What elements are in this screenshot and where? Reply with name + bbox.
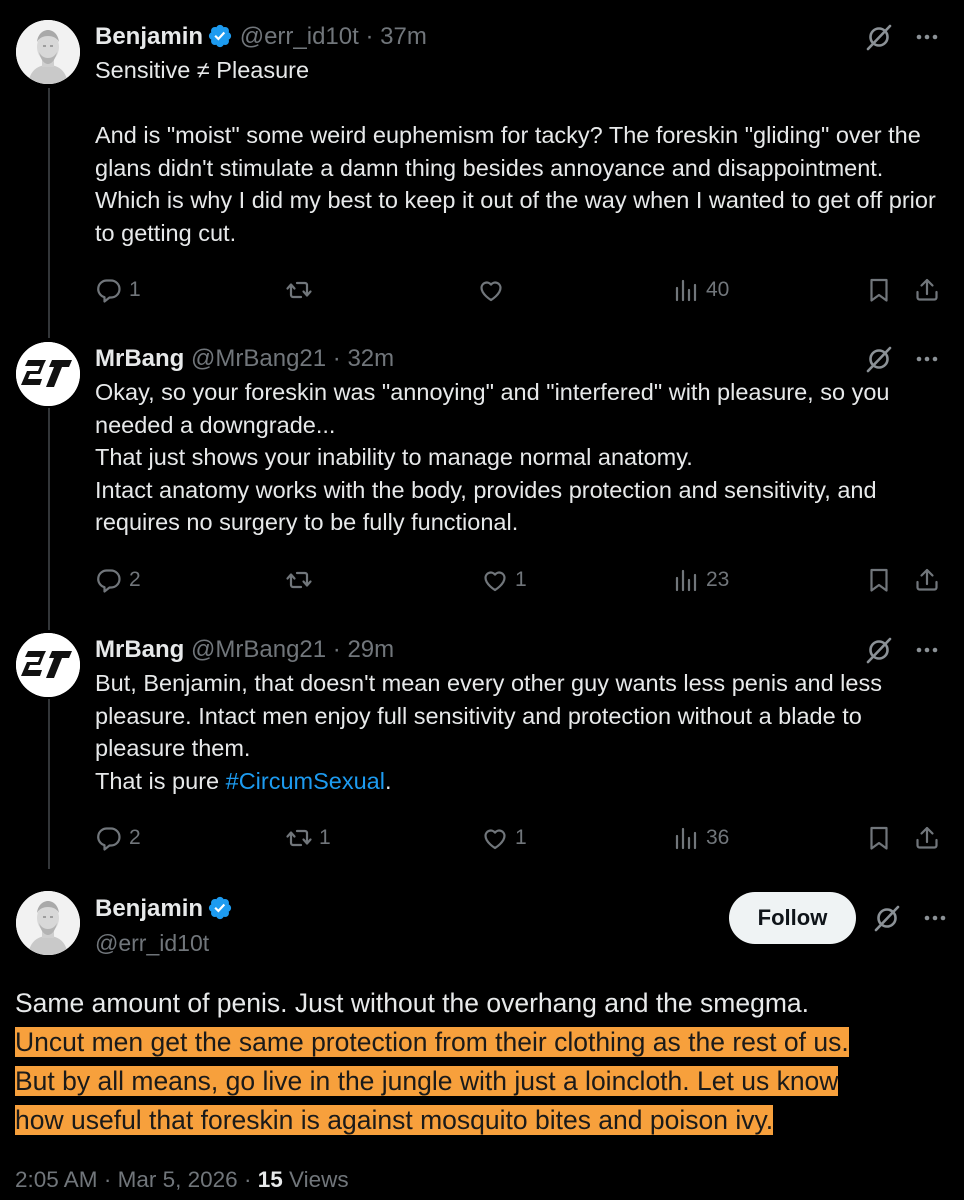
repost-button[interactable] xyxy=(285,272,319,308)
header-icons xyxy=(864,344,942,374)
share-button[interactable] xyxy=(913,562,941,598)
reply-button[interactable] xyxy=(95,820,141,856)
separator: · xyxy=(103,1167,112,1192)
bust-avatar-image xyxy=(16,20,80,84)
reply-icon xyxy=(95,824,123,852)
highlighted-text: But by all means, go live in the jungle with just a loincloth. Let us know xyxy=(15,1066,839,1096)
tweet-text xyxy=(95,667,942,797)
avatar[interactable] xyxy=(16,633,80,697)
view-count: 36 xyxy=(706,826,730,849)
tweet-header xyxy=(95,342,942,376)
views-button[interactable] xyxy=(672,272,729,308)
tweet-metadata xyxy=(15,1167,349,1193)
share-icon xyxy=(913,566,941,594)
view-count: 40 xyxy=(706,278,730,301)
follow-button[interactable]: Follow xyxy=(729,892,856,944)
tweet-line xyxy=(15,1062,950,1101)
tweet-header xyxy=(95,633,942,667)
post-time[interactable]: 2:05 AM xyxy=(15,1167,98,1192)
share-button[interactable] xyxy=(913,820,941,856)
hashtag-link[interactable]: #CircumSexual xyxy=(225,767,385,794)
display-name[interactable]: MrBang xyxy=(95,636,185,663)
grok-icon[interactable] xyxy=(864,344,894,374)
repost-button[interactable] xyxy=(285,562,319,598)
display-name[interactable] xyxy=(95,893,395,925)
bust-avatar-image xyxy=(16,891,80,955)
header-icons xyxy=(864,635,942,665)
more-icon[interactable] xyxy=(912,344,942,374)
tweet-paragraph: Sensitive ≠ Pleasure xyxy=(95,57,310,83)
like-icon xyxy=(481,824,509,852)
avatar[interactable] xyxy=(16,342,80,406)
verified-badge-icon xyxy=(207,23,233,49)
views-icon xyxy=(672,824,700,852)
timestamp[interactable]: 29m xyxy=(347,636,395,663)
separator: · xyxy=(332,345,341,372)
username[interactable]: @err_id10t xyxy=(239,23,359,50)
views-label: Views xyxy=(289,1167,349,1192)
bookmark-button[interactable] xyxy=(865,272,893,308)
highlighted-text: Uncut men get the same protection from their clothing as the rest of us. xyxy=(15,1027,849,1057)
repost-button[interactable] xyxy=(285,820,331,856)
tweet-actions xyxy=(95,820,942,856)
share-icon xyxy=(913,824,941,852)
username[interactable]: @MrBang21 xyxy=(191,345,327,372)
share-button[interactable] xyxy=(913,272,941,308)
reply-button[interactable] xyxy=(95,562,141,598)
grok-icon[interactable] xyxy=(864,635,894,665)
mrbang-21-logo xyxy=(16,633,80,697)
tweet-actions xyxy=(95,562,942,598)
timestamp[interactable]: 32m xyxy=(347,345,395,372)
mrbang-21-logo xyxy=(16,342,80,406)
tweet-text-segment: . xyxy=(384,767,392,794)
views-count: 15 xyxy=(257,1167,283,1192)
view-count: 23 xyxy=(706,568,730,591)
separator: · xyxy=(243,1167,252,1192)
tweet-text xyxy=(95,376,942,539)
reply-count: 1 xyxy=(129,278,141,301)
reply-icon xyxy=(95,276,123,304)
reply-count: 2 xyxy=(129,826,141,849)
display-name[interactable]: MrBang xyxy=(95,345,185,372)
main-tweet-author xyxy=(95,893,395,959)
like-button[interactable] xyxy=(481,562,527,598)
tweet-line xyxy=(95,765,942,798)
repost-icon xyxy=(285,566,313,594)
tweet-paragraph: And is "moist" some weird euphemism for tacky? The foreskin "gliding" over the glans didn't stimulate a damn thing besides annoyance and disappointment. Which is why I did my best to keep it out of the way when I wanted to get off prior to getting cut. xyxy=(95,122,936,246)
more-icon[interactable] xyxy=(912,22,942,52)
like-icon xyxy=(481,566,509,594)
tweet-actions xyxy=(95,272,942,308)
tweet-line xyxy=(15,1023,950,1062)
tweet-text xyxy=(95,54,942,249)
tweet-line: Same amount of penis. Just without the overhang and the smegma. xyxy=(15,988,809,1018)
tweet[interactable] xyxy=(95,20,942,249)
bookmark-button[interactable] xyxy=(865,562,893,598)
tweet-line: But, Benjamin, that doesn't mean every other guy wants less penis and less pleasure. Intact men enjoy full sensitivity and protection without a blade to pleasure them. xyxy=(95,670,882,761)
views-icon xyxy=(672,276,700,304)
more-icon[interactable] xyxy=(912,635,942,665)
reply-icon xyxy=(95,566,123,594)
grok-icon[interactable] xyxy=(864,22,894,52)
header-icons xyxy=(872,903,964,933)
reply-button[interactable] xyxy=(95,272,141,308)
bookmark-icon xyxy=(865,566,893,594)
tweet-header xyxy=(95,20,942,54)
main-tweet-text xyxy=(15,984,950,1140)
more-icon[interactable] xyxy=(920,903,950,933)
grok-icon[interactable] xyxy=(872,903,902,933)
like-count: 1 xyxy=(515,826,527,849)
like-button[interactable] xyxy=(481,820,527,856)
username[interactable]: @err_id10t xyxy=(95,930,210,956)
username[interactable]: @MrBang21 xyxy=(191,636,327,663)
tweet-line: Okay, so your foreskin was "annoying" and "interfered" with pleasure, so you needed a downgrade... xyxy=(95,379,890,438)
repost-count: 1 xyxy=(319,826,331,849)
thread-line xyxy=(48,699,50,869)
views-button[interactable] xyxy=(672,820,729,856)
repost-icon xyxy=(285,276,313,304)
reply-count: 2 xyxy=(129,568,141,591)
repost-icon xyxy=(285,824,313,852)
like-icon xyxy=(477,276,505,304)
tweet[interactable] xyxy=(95,342,942,539)
display-name[interactable]: Benjamin xyxy=(95,23,204,50)
like-count: 1 xyxy=(515,568,527,591)
header-icons xyxy=(864,22,942,52)
views-button[interactable] xyxy=(672,562,729,598)
tweet-line: Intact anatomy works with the body, provides protection and sensitivity, and requires no surgery to be fully functional. xyxy=(95,476,877,535)
bookmark-icon xyxy=(865,276,893,304)
bookmark-button[interactable] xyxy=(865,820,893,856)
separator: · xyxy=(365,23,374,50)
thread-line xyxy=(48,88,50,338)
bookmark-icon xyxy=(865,824,893,852)
tweet[interactable] xyxy=(95,633,942,797)
views-icon xyxy=(672,566,700,594)
tweet-text-segment: That is pure xyxy=(95,767,226,794)
post-date[interactable]: Mar 5, 2026 xyxy=(117,1167,238,1192)
avatar[interactable] xyxy=(16,891,80,955)
avatar[interactable] xyxy=(16,20,80,84)
tweet-line xyxy=(15,1101,950,1140)
timestamp[interactable]: 37m xyxy=(380,23,427,50)
like-button[interactable] xyxy=(477,272,511,308)
thread-line xyxy=(48,408,50,630)
verified-badge-icon xyxy=(207,895,233,921)
highlighted-text: how useful that foreskin is against mosquito bites and poison ivy. xyxy=(15,1105,774,1135)
share-icon xyxy=(913,276,941,304)
display-name-text: Benjamin xyxy=(95,895,204,922)
tweet-line: That just shows your inability to manage normal anatomy. xyxy=(95,444,693,470)
separator: · xyxy=(332,636,341,663)
